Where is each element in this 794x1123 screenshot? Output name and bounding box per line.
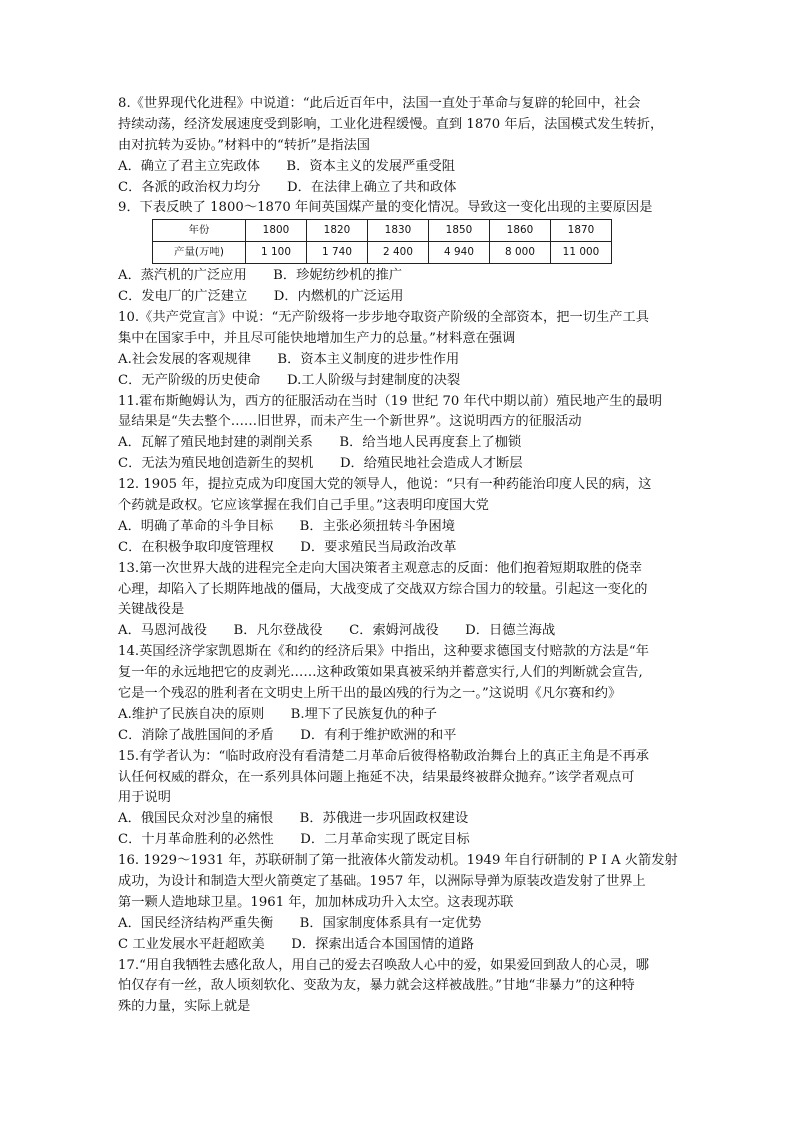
answer-options: A.社会发展的客观规律 B．资本主义制度的进步性作用 — [118, 351, 460, 367]
answer-options: A．俄国民众对沙皇的痛恨 B．苏俄进一步巩固政权建设 — [118, 811, 469, 827]
answer-options: C．消除了战胜国间的矛盾 D．有利于维护欧洲的和平 — [118, 727, 457, 743]
coal-output-table — [152, 219, 612, 264]
question-text: 第一颗人造地球卫星。1961 年，加加林成功升入太空。这表现苏联 — [118, 894, 514, 910]
answer-options: C．发电厂的广泛建立 D．内燃机的广泛运用 — [118, 289, 404, 305]
table-cell: 4 940 — [429, 242, 490, 264]
question-text: 10.《共产党宣言》中说：“无产阶级将一步步地夺取资产阶级的全部资本，把一切生产工具 — [118, 309, 649, 325]
question-11 — [118, 392, 678, 476]
question-13 — [118, 559, 678, 643]
question-15 — [118, 747, 678, 851]
table-cell: 1 100 — [246, 242, 307, 264]
question-text: 12. 1905 年，提拉克成为印度国大党的领导人，他说：“只有一种药能治印度人民的病，这 — [118, 477, 652, 493]
question-text: 成功，为设计和制造大型火箭奠定了基础。1957 年，以洲际导弹为原装改造发射了世界上 — [118, 873, 646, 889]
question-10 — [118, 308, 678, 392]
question-text: 15.有学者认为：“临时政府没有看清楚二月革命后彼得格勒政治舞台上的真正主角是不再承 — [118, 748, 649, 764]
answer-options: A.维护了民族自决的原则 B.埋下了民族复仇的种子 — [118, 706, 438, 722]
question-block — [118, 94, 678, 1018]
question-text: 心理，却陷入了长期阵地战的僵局，大战变成了交战双方综合国力的较量。引起这一变化的 — [118, 581, 648, 597]
question-text: 关键战役是 — [118, 602, 185, 618]
question-text: 个药就是政权。它应该掌握在我们自己手里。”这表明印度国大党 — [118, 497, 489, 513]
table-cell: 2 400 — [368, 242, 429, 264]
table-header: 年份 — [153, 220, 246, 242]
question-8 — [118, 94, 678, 198]
question-17 — [118, 956, 678, 1019]
answer-options: A．确立了君主立宪政体 B．资本主义的发展严重受阻 — [118, 158, 456, 174]
question-text: 用于说明 — [118, 790, 171, 806]
table-header: 产量(万吨) — [153, 242, 246, 264]
table-cell: 1870 — [551, 220, 612, 242]
table-cell: 8 000 — [490, 242, 551, 264]
table-cell: 11 000 — [551, 242, 612, 264]
table-row — [153, 242, 612, 264]
answer-options: C．无法为殖民地创造新生的契机 D．给殖民地社会造成人才断层 — [118, 456, 523, 472]
answer-options: C．各派的政治权力均分 D．在法律上确立了共和政体 — [118, 179, 457, 195]
answer-options: A．明确了革命的斗争目标 B．主张必须扭转斗争困境 — [118, 518, 456, 534]
table-row — [153, 220, 612, 242]
question-14 — [118, 642, 678, 746]
table-cell: 1820 — [307, 220, 368, 242]
question-text: 集中在国家手中，并且尽可能快地增加生产力的总量。”材料意在强调 — [118, 330, 516, 346]
question-text: 显结果是“失去整个……旧世界，而未产生一个新世界”。这说明西方的征服活动 — [118, 414, 582, 430]
question-text: 殊的力量，实际上就是 — [118, 999, 251, 1015]
question-text: 17.“用自我牺牲去感化敌人，用自己的爱去召唤敌人心中的爱，如果爱回到敌人的心灵，哪 — [118, 957, 649, 973]
question-text: 认任何权威的群众，在一系列具体问题上拖延不决，结果最终被群众抛弃。”该学者观点可 — [118, 769, 635, 785]
question-12 — [118, 475, 678, 559]
question-text: 由对抗转为妥协。”材料中的“转折”是指法国 — [118, 137, 371, 153]
table-cell: 1 740 — [307, 242, 368, 264]
answer-options: C．在积极争取印度管理权 D．要求殖民当局政治改革 — [118, 539, 457, 555]
question-text: 13.第一次世界大战的进程完全走向大国决策者主观意志的反面：他们抱着短期取胜的侥幸 — [118, 560, 643, 576]
table-cell: 1860 — [490, 220, 551, 242]
question-16 — [118, 851, 678, 955]
answer-options: A．蒸汽机的广泛应用 B．珍妮纺纱机的推广 — [118, 268, 403, 284]
question-text: 它是一个残忍的胜利者在文明史上所干出的最凶残的行为之一。”这说明《凡尔赛和约》 — [118, 685, 622, 701]
question-text: 8.《世界现代化进程》中说道：“此后近百年中，法国一直处于革命与复辟的轮回中，社会 — [118, 96, 641, 111]
question-text: 持续动荡，经济发展速度受到影响，工业化进程缓慢。直到 1870 年后，法国模式发生转折， — [118, 116, 664, 132]
answer-options: C．十月革命胜利的必然性 D．二月革命实现了既定目标 — [118, 832, 470, 848]
table-cell: 1830 — [368, 220, 429, 242]
question-text: 怕仅存有一丝，敌人顷刻软化、变敌为友，暴力就会这样被战胜。”甘地“非暴力”的这种特 — [118, 978, 635, 994]
answer-options: C 工业发展水平赶超欧美 D．探索出适合本国国情的道路 — [118, 936, 474, 952]
answer-options: A．马恩河战役 B．凡尔登战役 C．索姆河战役 D．日德兰海战 — [118, 623, 556, 639]
table-cell: 1800 — [246, 220, 307, 242]
question-text: 11.霍布斯鲍姆认为，西方的征服活动在当时（19 世纪 70 年代中期以前）殖民地产生的最明 — [118, 393, 663, 409]
question-text: 9．下表反映了 1800～1870 年间英国煤产量的变化情况。导致这一变化出现的主要原因是 — [118, 200, 653, 216]
question-text: 复一年的永远地把它的皮剥光……这种政策如果真被采纳并蓄意实行,人们的判断就会宣告, — [118, 665, 643, 681]
question-text: 14.英国经济学家凯恩斯在《和约的经济后果》中指出，这种要求德国支付赔款的方法是“年 — [118, 644, 649, 660]
answer-options: A．瓦解了殖民地封建的剥削关系 B．给当地人民再度套上了枷锁 — [118, 435, 522, 451]
question-text: 16. 1929～1931 年，苏联研制了第一批液体火箭发动机。1949 年自行研制的 P I A 火箭发射 — [118, 853, 678, 869]
table-cell: 1850 — [429, 220, 490, 242]
answer-options: A．国民经济结构严重失衡 B．国家制度体系具有一定优势 — [118, 915, 482, 931]
question-9 — [118, 198, 678, 307]
answer-options: C．无产阶级的历史使命 D.工人阶级与封建制度的决裂 — [118, 372, 461, 388]
